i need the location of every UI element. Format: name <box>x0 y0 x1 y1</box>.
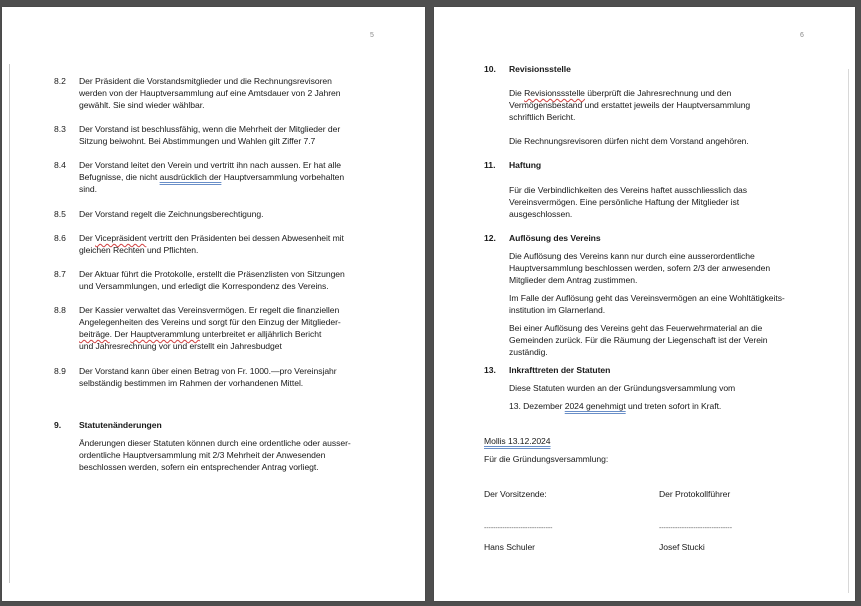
clause-text-line: selbständig bestimmen im Rahmen der vorhandenen Mittel. <box>79 378 304 388</box>
clause-text-line: Der Vorstand kann über einen Betrag von Fr. 1000.—pro Vereinsjahr <box>79 366 337 376</box>
clause-text-line: und Jahresrechnung vor und erstellt ein Jahresbudget <box>79 341 282 351</box>
clause-text-line: Der Vorstand leitet den Verein und vertritt ihn nach aussen. Er hat alle <box>79 160 342 170</box>
clause-text-line <box>79 232 344 244</box>
spelling-flagged-word[interactable]: Vicepräsident <box>95 233 147 243</box>
section-number: 13. <box>484 365 496 375</box>
clause-text-line: gleichen Rechten und Pflichten. <box>79 245 199 255</box>
clause-number: 8.8 <box>54 305 66 315</box>
spelling-flagged-word[interactable]: Hauptverammlung <box>130 329 200 339</box>
text-run: und treten sofort in Kraft. <box>625 401 722 411</box>
section-number: 11. <box>484 160 496 170</box>
section-text-line: Die Auflösung des Vereins kann nur durch eine ausserordentliche <box>509 251 755 261</box>
page-number: 5 <box>370 32 374 39</box>
signature-line-left: ------------------------------ <box>484 525 553 532</box>
section-text-line: ordentliche Hauptversammlung mit 2/3 Mehrheit der Anwesenden <box>79 450 326 460</box>
clause-number: 8.2 <box>54 76 66 86</box>
section-text-line <box>509 400 721 412</box>
text-run: 13. Dezember <box>509 401 565 411</box>
page-edge <box>848 69 849 593</box>
section-text-line: Vermögensbestand und erstattet jeweils der Hauptversammlung <box>509 100 751 110</box>
page-edge <box>9 64 10 583</box>
clause-text-line <box>79 171 344 183</box>
clause-text-line: werden von der Hauptversammlung auf eine Amtsdauer von 2 Jahren <box>79 88 341 98</box>
spelling-flagged-word[interactable]: Revisionssstelle <box>524 88 585 98</box>
clause-text-line: Der Vorstand regelt die Zeichnungsberechtigung. <box>79 209 264 219</box>
text-run: unterbreitet er alljährlich Bericht <box>199 329 322 339</box>
document-page-6 <box>434 7 855 601</box>
signatory-name-right: Josef Stucki <box>659 542 705 552</box>
section-text-line: institution im Glarnerland. <box>509 305 606 315</box>
signatory-role-right: Der Protokollführer <box>659 489 731 499</box>
section-text-line: Vereinsvermögen. Eine persönliche Haftung der Mitglieder ist <box>509 197 740 207</box>
section-heading: Statutenänderungen <box>79 420 162 430</box>
clause-text-line: Sitzung beiwohnt. Bei Abstimmungen und Wahlen gilt Ziffer 7.7 <box>79 136 316 146</box>
section-text-line: Für die Verbindlichkeiten des Vereins haftet ausschliesslich das <box>509 185 748 195</box>
signature-for-label: Für die Gründungsversammlung: <box>484 454 609 464</box>
signatory-name-left: Hans Schuler <box>484 542 535 552</box>
section-number: 10. <box>484 64 496 74</box>
clause-text-line: Der Vorstand ist beschlussfähig, wenn die Mehrheit der Mitglieder der <box>79 124 341 134</box>
place-date[interactable]: Mollis 13.12.2024 <box>484 436 551 446</box>
section-text-line: zuständig. <box>509 347 548 357</box>
section-text-line: Gemeinden zurück. Für die Räumung der Liegenschaft ist der Verein <box>509 335 768 345</box>
text-run: überprüft die Jahresrechnung und den <box>584 88 732 98</box>
section-text-line: Bei einer Auflösung des Vereins geht das Feuerwehrmaterial an die <box>509 323 763 333</box>
text-run: Hauptversammlung vorbehalten <box>221 172 345 182</box>
signatory-role-left: Der Vorsitzende: <box>484 489 547 499</box>
section-heading: Revisionsstelle <box>509 64 571 74</box>
section-text-line: Mitglieder dem Antrag zustimmen. <box>509 275 638 285</box>
clause-number: 8.7 <box>54 269 66 279</box>
section-text-line <box>509 87 731 99</box>
clause-number: 8.6 <box>54 233 66 243</box>
section-text-line: Diese Statuten wurden an der Gründungsversammlung vom <box>509 383 736 393</box>
section-number: 12. <box>484 233 496 243</box>
grammar-flagged-text[interactable]: 2024 genehmigt <box>564 401 626 411</box>
page-number: 6 <box>800 32 804 39</box>
signature-line-right: -------------------------------- <box>659 525 732 532</box>
section-text-line: Änderungen dieser Statuten können durch eine ordentliche oder ausser- <box>79 438 351 448</box>
text-run: Befugnisse, die nicht <box>79 172 160 182</box>
clause-text-line: sind. <box>79 184 97 194</box>
grammar-flagged-text[interactable]: ausdrücklich der <box>159 172 222 182</box>
clause-text-line: Angelegenheiten des Vereins und sorgt für den Einzug der Mitglieder- <box>79 317 341 327</box>
clause-text-line: gewählt. Sie sind wieder wählbar. <box>79 100 205 110</box>
section-heading: Auflösung des Vereins <box>509 233 601 243</box>
clause-text-line: und Versammlungen, und erledigt die Korrespondenz des Vereins. <box>79 281 329 291</box>
section-text-line: Im Falle der Auflösung geht das Vereinsvermögen an eine Wohltätigkeits- <box>509 293 785 303</box>
clause-text-line: Der Kassier verwaltet das Vereinsvermögen. Er regelt die finanziellen <box>79 305 340 315</box>
section-text-line: schriftlich Bericht. <box>509 112 576 122</box>
section-number: 9. <box>54 420 62 430</box>
section-text-line: Hauptversammlung beschlossen werden, sofern 2/3 der anwesenden <box>509 263 771 273</box>
clause-number: 8.4 <box>54 160 66 170</box>
text-run: . Der <box>109 329 131 339</box>
text-run: Die <box>509 88 525 98</box>
spelling-flagged-word[interactable]: beiträge <box>79 329 110 339</box>
section-text-line: Die Rechnungsrevisoren dürfen nicht dem Vorstand angehören. <box>509 136 749 146</box>
text-run: Der <box>79 233 96 243</box>
clause-text-line <box>79 328 321 340</box>
document-page-5 <box>2 7 425 601</box>
clause-number: 8.9 <box>54 366 66 376</box>
clause-number: 8.5 <box>54 209 66 219</box>
clause-number: 8.3 <box>54 124 66 134</box>
section-heading: Inkrafttreten der Statuten <box>509 365 611 375</box>
clause-text-line: Der Präsident die Vorstandsmitglieder und die Rechnungsrevisoren <box>79 76 332 86</box>
section-text-line: ausgeschlossen. <box>509 209 573 219</box>
text-run: vertritt den Präsidenten bei dessen Abwesenheit mit <box>146 233 344 243</box>
clause-text-line: Der Aktuar führt die Protokolle, erstellt die Präsenzlisten von Sitzungen <box>79 269 345 279</box>
section-text-line: beschlossen werden, sofern ein entsprechender Antrag vorliegt. <box>79 462 319 472</box>
section-heading: Haftung <box>509 160 542 170</box>
